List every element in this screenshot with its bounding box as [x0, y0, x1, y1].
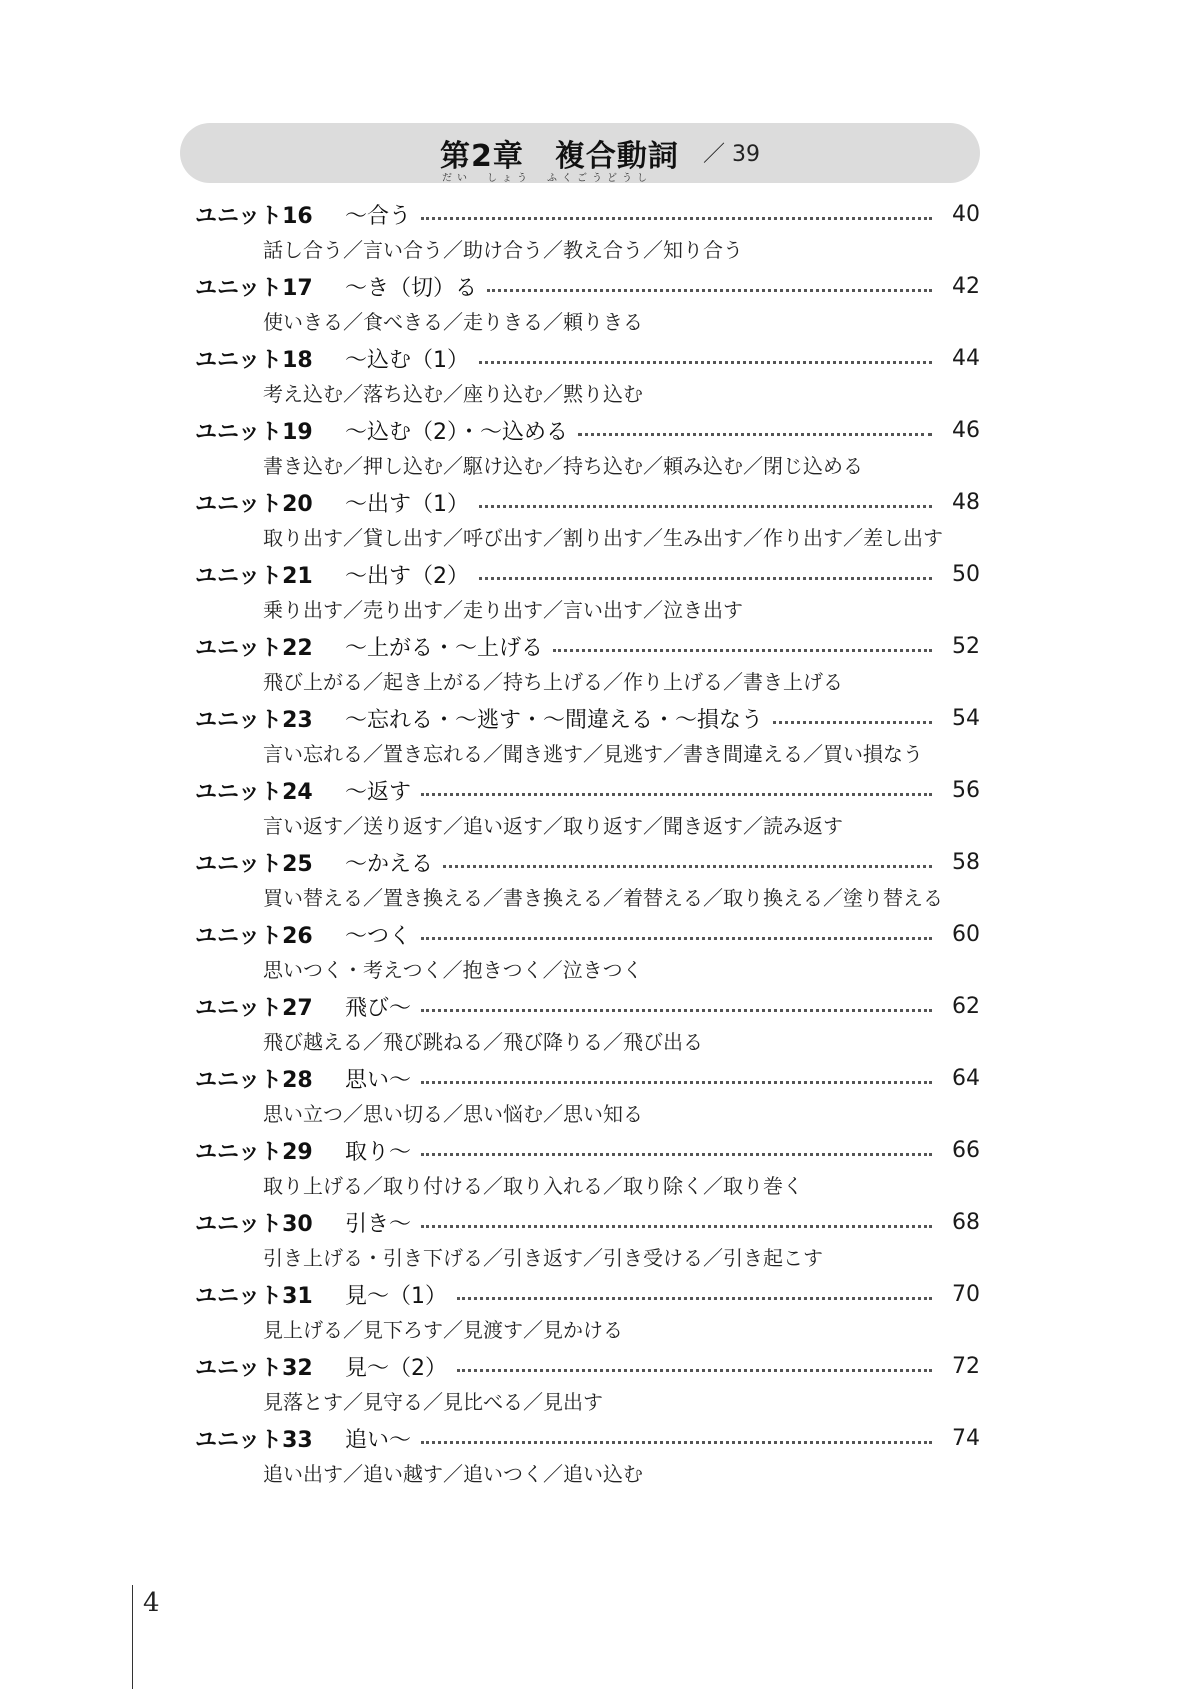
unit-page: 42: [952, 273, 980, 299]
dot-leader: [421, 1081, 932, 1084]
dot-leader: [457, 1297, 932, 1300]
unit-heading[interactable]: [195, 844, 980, 880]
toc-unit: [195, 700, 980, 772]
unit-title: ～き（切）る: [345, 275, 478, 301]
chapter-title-text: 第2章 複合動詞: [440, 139, 679, 174]
unit-page: 58: [952, 849, 980, 875]
unit-page: 44: [952, 345, 980, 371]
unit-title: ～込む（2）・～込める: [345, 419, 568, 445]
unit-heading[interactable]: [195, 484, 980, 520]
chapter-header: [180, 123, 980, 183]
unit-label: ユニット26: [195, 923, 313, 949]
dot-leader: [479, 577, 932, 580]
toc-unit: [195, 916, 980, 988]
unit-title: ～出す（2）: [345, 563, 469, 589]
toc-unit: [195, 196, 980, 268]
unit-heading[interactable]: [195, 1348, 980, 1384]
unit-items: 見上げる／見下ろす／見渡す／見かける: [263, 1318, 623, 1342]
unit-heading[interactable]: [195, 700, 980, 736]
unit-label: ユニット17: [195, 275, 313, 301]
unit-items: 書き込む／押し込む／駆け込む／持ち込む／頼み込む／閉じ込める: [263, 454, 863, 478]
unit-page: 74: [952, 1425, 980, 1451]
unit-label: ユニット21: [195, 563, 313, 589]
dot-leader: [553, 649, 932, 652]
unit-items: 買い替える／置き換える／書き換える／着替える／取り換える／塗り替える: [263, 886, 943, 910]
unit-title: ～込む（1）: [345, 347, 469, 373]
toc-unit: [195, 340, 980, 412]
unit-heading[interactable]: [195, 1420, 980, 1456]
unit-title: 見～（2）: [345, 1355, 447, 1381]
unit-label: ユニット29: [195, 1139, 313, 1165]
toc-unit: [195, 1060, 980, 1132]
unit-label: ユニット23: [195, 707, 313, 733]
unit-items: 思いつく・考えつく／抱きつく／泣きつく: [263, 958, 643, 982]
unit-title: ～上がる・～上げる: [345, 635, 544, 661]
unit-title: 思い～: [345, 1067, 412, 1093]
chapter-page: ／ 39: [703, 142, 760, 167]
toc-unit: [195, 1132, 980, 1204]
unit-title: ～かえる: [345, 851, 434, 877]
unit-items: 乗り出す／売り出す／走り出す／言い出す／泣き出す: [263, 598, 743, 622]
unit-title: ～出す（1）: [345, 491, 469, 517]
dot-leader: [578, 433, 932, 436]
dot-leader: [421, 793, 932, 796]
unit-label: ユニット18: [195, 347, 313, 373]
unit-title: ～返す: [345, 779, 412, 805]
unit-heading[interactable]: [195, 988, 980, 1024]
dot-leader: [773, 721, 932, 724]
unit-items: 使いきる／食べきる／走りきる／頼りきる: [263, 310, 643, 334]
unit-items: 考え込む／落ち込む／座り込む／黙り込む: [263, 382, 643, 406]
unit-label: ユニット27: [195, 995, 313, 1021]
unit-page: 62: [952, 993, 980, 1019]
toc-unit: [195, 484, 980, 556]
toc-unit: [195, 1204, 980, 1276]
toc-unit: [195, 1348, 980, 1420]
unit-items: 取り出す／貸し出す／呼び出す／割り出す／生み出す／作り出す／差し出す: [263, 526, 943, 550]
unit-heading[interactable]: [195, 1132, 980, 1168]
dot-leader: [421, 1153, 932, 1156]
dot-leader: [457, 1369, 932, 1372]
unit-label: ユニット19: [195, 419, 313, 445]
dot-leader: [479, 361, 932, 364]
unit-title: ～合う: [345, 203, 412, 229]
unit-label: ユニット30: [195, 1211, 313, 1237]
unit-label: ユニット24: [195, 779, 313, 805]
unit-heading[interactable]: [195, 628, 980, 664]
unit-heading[interactable]: [195, 1276, 980, 1312]
unit-label: ユニット22: [195, 635, 313, 661]
unit-items: 飛び越える／飛び跳ねる／飛び降りる／飛び出る: [263, 1030, 703, 1054]
unit-heading[interactable]: [195, 772, 980, 808]
unit-label: ユニット25: [195, 851, 313, 877]
unit-page: 72: [952, 1353, 980, 1379]
unit-items: 追い出す／追い越す／追いつく／追い込む: [263, 1462, 643, 1486]
unit-items: 見落とす／見守る／見比べる／見出す: [263, 1390, 603, 1414]
unit-title: 取り～: [345, 1139, 412, 1165]
unit-page: 40: [952, 201, 980, 227]
unit-page: 48: [952, 489, 980, 515]
unit-label: ユニット16: [195, 203, 313, 229]
unit-title: 飛び～: [345, 995, 412, 1021]
unit-page: 46: [952, 417, 980, 443]
unit-label: ユニット32: [195, 1355, 313, 1381]
toc-unit: [195, 1420, 980, 1492]
unit-page: 54: [952, 705, 980, 731]
unit-items: 話し合う／言い合う／助け合う／教え合う／知り合う: [263, 238, 743, 262]
dot-leader: [443, 865, 932, 868]
toc-unit: [195, 1276, 980, 1348]
unit-items: 言い忘れる／置き忘れる／聞き逃す／見逃す／書き間違える／買い損なう: [263, 742, 923, 766]
unit-items: 取り上げる／取り付ける／取り入れる／取り除く／取り巻く: [263, 1174, 803, 1198]
unit-heading[interactable]: [195, 412, 980, 448]
unit-heading[interactable]: [195, 556, 980, 592]
toc-unit: [195, 844, 980, 916]
unit-title: 見～（1）: [345, 1283, 447, 1309]
unit-page: 60: [952, 921, 980, 947]
unit-heading[interactable]: [195, 1204, 980, 1240]
dot-leader: [421, 1441, 932, 1444]
toc-unit: [195, 268, 980, 340]
dot-leader: [421, 937, 932, 940]
page-number: 4: [143, 1588, 160, 1618]
unit-label: ユニット28: [195, 1067, 313, 1093]
dot-leader: [421, 1009, 932, 1012]
unit-page: 56: [952, 777, 980, 803]
toc-unit: [195, 556, 980, 628]
unit-items: 引き上げる・引き下げる／引き返す／引き受ける／引き起こす: [263, 1246, 823, 1270]
unit-title: 追い～: [345, 1427, 412, 1453]
unit-page: 50: [952, 561, 980, 587]
toc-unit: [195, 628, 980, 700]
unit-page: 64: [952, 1065, 980, 1091]
unit-title: ～つく: [345, 923, 412, 949]
unit-heading[interactable]: [195, 1060, 980, 1096]
dot-leader: [487, 289, 932, 292]
unit-items: 言い返す／送り返す／追い返す／取り返す／聞き返す／読み返す: [263, 814, 843, 838]
dot-leader: [479, 505, 932, 508]
unit-title: ～忘れる・～逃す・～間違える・～損なう: [345, 707, 764, 733]
unit-heading[interactable]: [195, 268, 980, 304]
unit-page: 68: [952, 1209, 980, 1235]
toc-unit: [195, 772, 980, 844]
unit-page: 66: [952, 1137, 980, 1163]
unit-heading[interactable]: [195, 916, 980, 952]
unit-heading[interactable]: [195, 340, 980, 376]
unit-label: ユニット31: [195, 1283, 313, 1309]
dot-leader: [421, 1225, 932, 1228]
unit-items: 思い立つ／思い切る／思い悩む／思い知る: [263, 1102, 643, 1126]
unit-title: 引き～: [345, 1211, 412, 1237]
toc-unit: [195, 412, 980, 484]
unit-heading[interactable]: [195, 196, 980, 232]
table-of-contents: [195, 196, 980, 1492]
toc-unit: [195, 988, 980, 1060]
chapter-ruby: だい しょう ふくごうどうし: [442, 173, 652, 184]
unit-page: 52: [952, 633, 980, 659]
unit-label: ユニット20: [195, 491, 313, 517]
dot-leader: [421, 217, 932, 220]
unit-page: 70: [952, 1281, 980, 1307]
unit-label: ユニット33: [195, 1427, 313, 1453]
unit-items: 飛び上がる／起き上がる／持ち上げる／作り上げる／書き上げる: [263, 670, 843, 694]
page-margin-rule: [132, 1585, 133, 1689]
